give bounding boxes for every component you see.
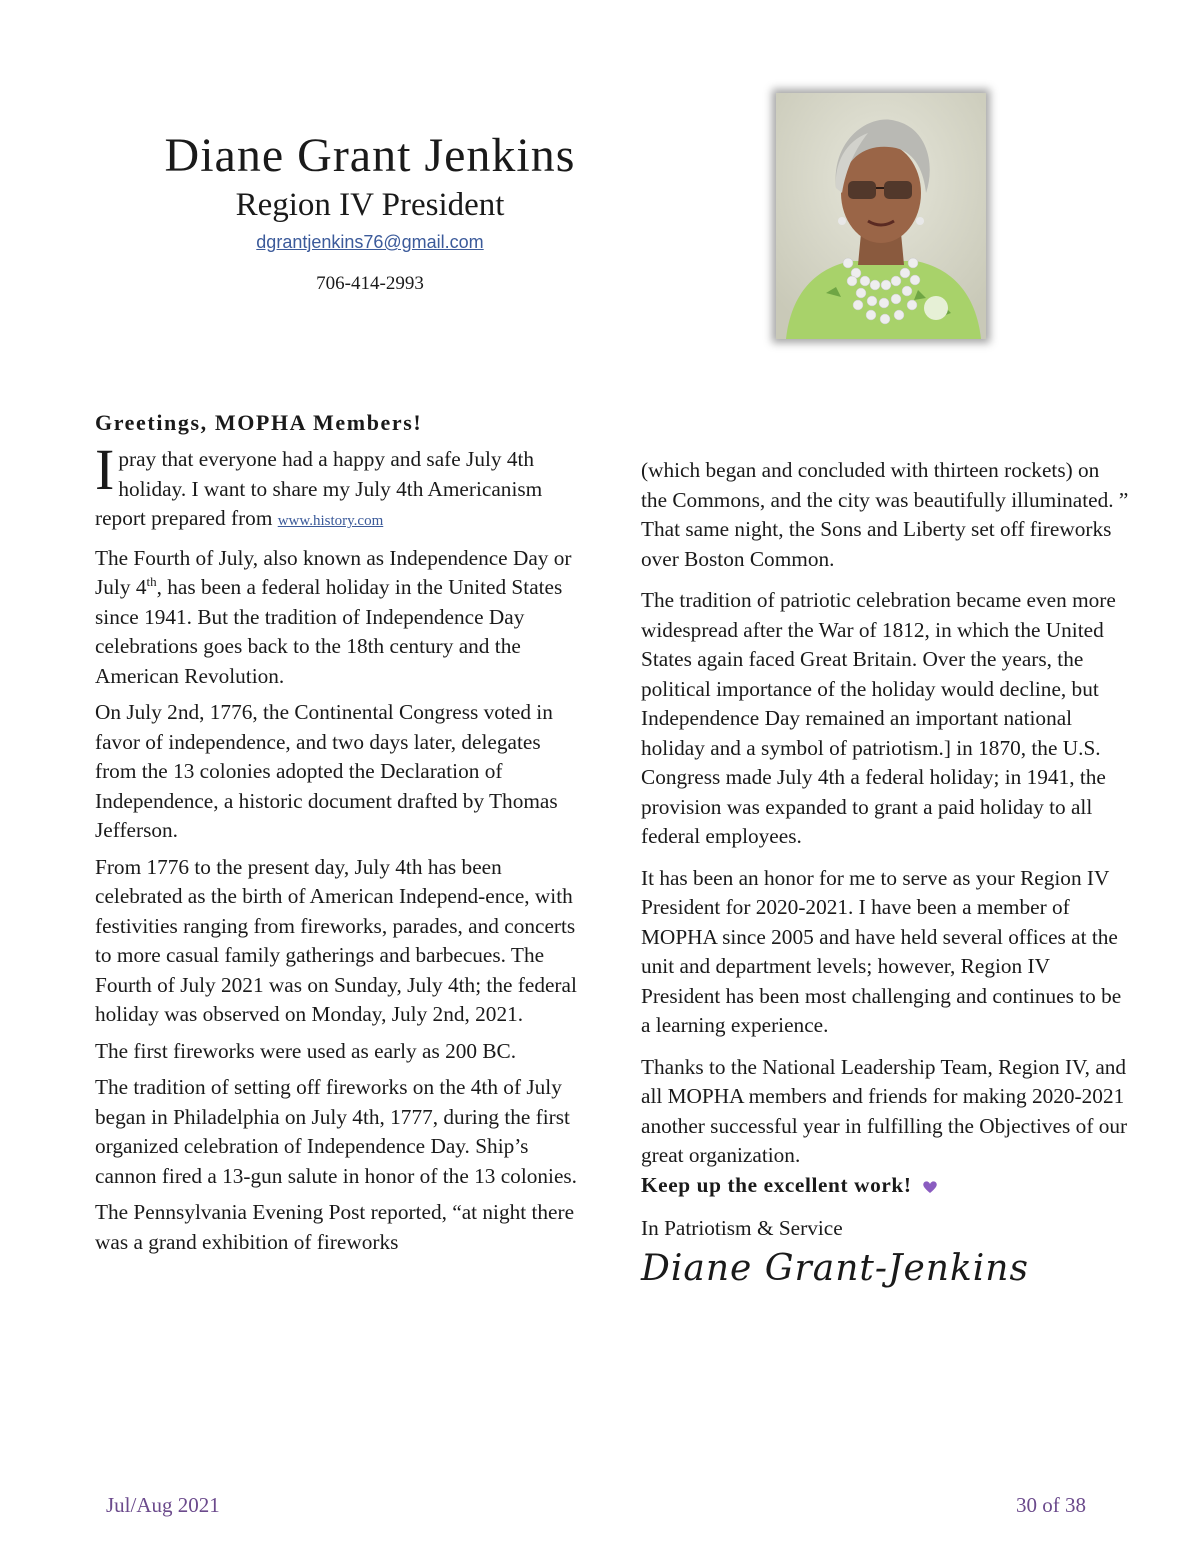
paragraph-honor-to-serve: It has been an honor for me to serve as your Region IV President for 2020-2021. I have been a member of MOPHA since 2005 and have held several offices at the unit and department levels; however, Region IV President has been most challenging and continues to be a learning experience.	[641, 865, 1122, 1037]
author-name: Diane Grant Jenkins	[164, 129, 576, 182]
paragraph-first-fireworks: The first fireworks were used as early as 200 BC.	[95, 1038, 517, 1063]
greeting-heading: Greetings, MOPHA Members!	[95, 410, 423, 435]
thanks-text: Thanks to the National Leadership Team, Region IV, and all MOPHA members and friends for making 2020-2021 another successful year in fulfilling the Objectives of our great organization.	[641, 1054, 1128, 1167]
paragraph-war-of-1812: The tradition of patriotic celebration became even more widespread after the War of 1812, in which the United States again faced Great Britain. Over the years, the political importance of the holiday would decline, but Independence Day remained an important national holiday and a symbol of patriotism.] in 1870, the U.S. Congress made July 4th a federal holiday; in 1941, the provision was expanded to grant a paid holiday to all federal employees.	[641, 588, 1116, 848]
drop-cap: I	[95, 437, 115, 502]
paragraph-evening-post: The Pennsylvania Evening Post reported, “at night there was a grand exhibition of fireworks	[95, 1200, 575, 1254]
author-photo	[776, 93, 986, 339]
superscript-th: th	[146, 573, 157, 589]
intro-text: pray that everyone had a happy and safe July 4th holiday. I want to share my July 4th Americanism report prepared from	[95, 447, 543, 530]
paragraph-fourth-of-july	[95, 544, 585, 692]
intro-paragraph	[95, 437, 585, 537]
author-title: Region IV President	[235, 187, 505, 223]
closing-exhortation: Keep up the excellent work!	[641, 1172, 912, 1197]
issue-date: Jul/Aug 2021	[106, 1493, 220, 1517]
closing-salutation: In Patriotism & Service	[641, 1216, 843, 1240]
phone-number: 706-414-2993	[316, 273, 424, 294]
signature: Diane Grant-Jenkins	[641, 1247, 1029, 1289]
paragraph-philadelphia: The tradition of setting off fireworks on the 4th of July began in Philadelphia on July 4th, 1777, during the first organized celebration of Independence Day. Ship’s cannon fired a 13-gun salute in honor of the 13 colonies.	[95, 1075, 578, 1188]
paragraph-celebrations: From 1776 to the present day, July 4th has been celebrated as the birth of American Independ-ence, with festivities ranging from fireworks, parades, and concerts to more casual family gatherings and barbecues. The Fourth of July 2021 was on Sunday, July 4th; the federal holiday was observed on Monday, July 2nd, 2021.	[95, 854, 577, 1026]
paragraph-evening-post-continued: (which began and concluded with thirteen rockets) on the Commons, and the city was beautifully illuminated. ” That same night, the Sons and Liberty set off fireworks over Boston Common.	[641, 458, 1129, 571]
paragraph-text: The Fourth of July, also known as Independence Day or July 4	[95, 545, 572, 599]
paragraph-text: , has been a federal holiday in the United States since 1941. But the tradition of Independence Day celebrations goes back to the 18th century and the American Revolution.	[95, 575, 563, 688]
history-link[interactable]: www.history.com	[277, 513, 384, 529]
article-column-left	[95, 408, 585, 1264]
paragraph-thanks	[641, 1053, 1129, 1201]
email-link[interactable]: dgrantjenkins76@gmail.com	[256, 232, 484, 252]
page-number: 30 of 38	[1016, 1493, 1086, 1517]
article-column-right	[641, 456, 1129, 1289]
heart-icon	[922, 1173, 938, 1187]
paragraph-continental-congress: On July 2nd, 1776, the Continental Congress voted in favor of independence, and two days later, delegates from the 13 colonies adopted the Declaration of Independence, a historic document drafted by Thomas Jefferson.	[95, 700, 558, 842]
portrait-illustration	[776, 93, 986, 339]
